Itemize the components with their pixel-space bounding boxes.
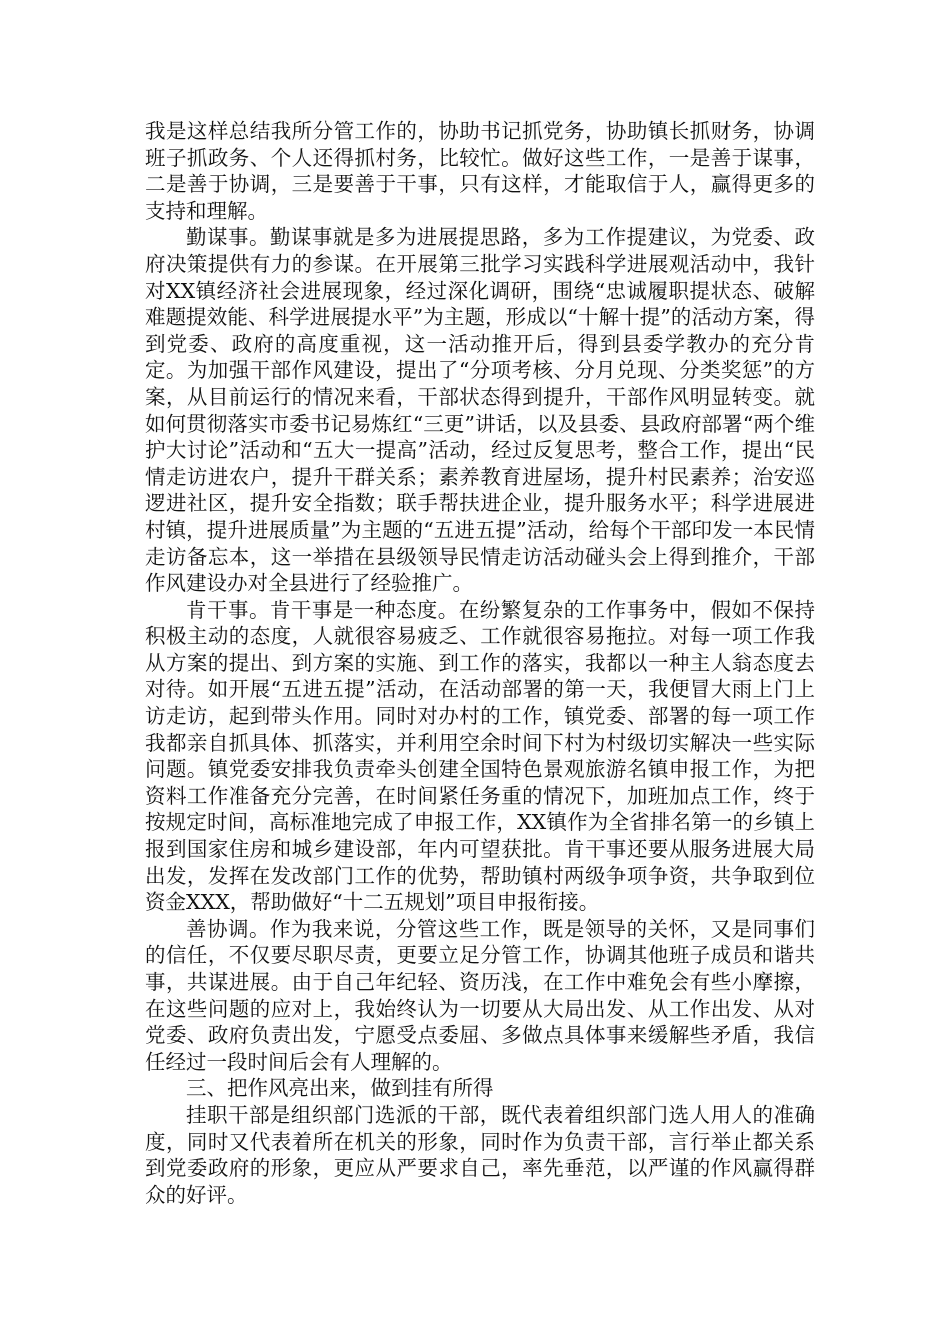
paragraph-intro: 我是这样总结我所分管工作的，协助书记抓党务，协助镇长抓财务，协调班子抓政务、个人还得抓村务，比较忙。做好这些工作，一是善于谋事，二是善于协调，三是要善于干事，只有这样，才能取信于人，赢得更多的支持和理解。 bbox=[145, 119, 815, 223]
paragraph-willing-to-work: 肯干事。肯干事是一种态度。在纷繁复杂的工作事务中，假如不保持积极主动的态度，人就很容易疲乏、工作就很容易拖拉。对每一项工作我从方案的提出、到方案的实施、到工作的落实，我都以一种主人翁态度去对待。如开展“五进五提”活动，在活动部署的第一天，我便冒大雨上门上访走访，起到带头作用。同时对办村的工作，镇党委、部署的每一项工作我都亲自抓具体、抓落实，并利用空余时间下村为村级切实解决一些实际问题。镇党委安排我负责牵头创建全国特色景观旅游名镇申报工作，为把资料工作准备充分完善，在时间紧任务重的情况下，加班加点工作，终于按规定时间，高标准地完成了申报工作，XX镇作为全省排名第一的乡镇上报到国家住房和城乡建设部，年内可望获批。肯干事还要从服务进展大局出发，发挥在发改部门工作的优势，帮助镇村两级争项争资，共争取到位资金XXX，帮助做好“十二五规划”项目申报衔接。 bbox=[145, 597, 815, 915]
document-body bbox=[145, 118, 815, 1208]
section-heading-3: 三、把作风亮出来，做到挂有所得 bbox=[186, 1076, 494, 1101]
paragraph-diligent-planning: 勤谋事。勤谋事就是多为进展提思路，多为工作提建议，为党委、政府决策提供有力的参谋。在开展第三批学习实践科学进展观活动中，我针对XX镇经济社会进展现象，经过深化调研，围绕“忠诚履职提状态、破解难题提效能、科学进展提水平”为主题，形成以“十解十提”的活动方案，得到党委、政府的高度重视，这一活动推开后，得到县委学教办的充分肯定。为加强干部作风建设，提出了“分项考核、分月兑现、分类奖惩”的方案，从目前运行的情况来看，干部状态得到提升，干部作风明显转变。就如何贯彻落实市委书记易炼红“三更”讲话，以及县委、县政府部署“两个维护大讨论”活动和“五大一提高”活动，经过反复思考，整合工作，提出“民情走访进农户，提升干群关系；素养教育进屋场，提升村民素养；治安巡逻进社区，提升安全指数；联手帮扶进企业，提升服务水平；科学进展进村镇，提升进展质量”为主题的“五进五提”活动，给每个干部印发一本民情走访备忘本，这一举措在县级领导民情走访活动碰头会上得到推介，干部作风建设办对全县进行了经验推广。 bbox=[145, 225, 815, 596]
paragraph-attached-cadre: 挂职干部是组织部门选派的干部，既代表着组织部门选人用人的准确度，同时又代表着所在机关的形象，同时作为负责干部，言行举止都关系到党委政府的形象，更应从严要求自己，率先垂范，以严谨的作风赢得群众的好评。 bbox=[145, 1102, 815, 1207]
paragraph-good-coordination: 善协调。作为我来说，分管这些工作，既是领导的关怀，又是同事们的信任，不仅要尽职尽责，更要立足分管工作，协调其他班子成员和谐共事，共谋进展。由于自己年纪轻、资历浅，在工作中难免会有些小摩擦，在这些问题的应对上，我始终认为一切要从大局出发、从工作出发、从对党委、政府负责出发，宁愿受点委屈、多做点具体事来缓解些矛盾，我信任经过一段时间后会有人理解的。 bbox=[145, 916, 815, 1074]
